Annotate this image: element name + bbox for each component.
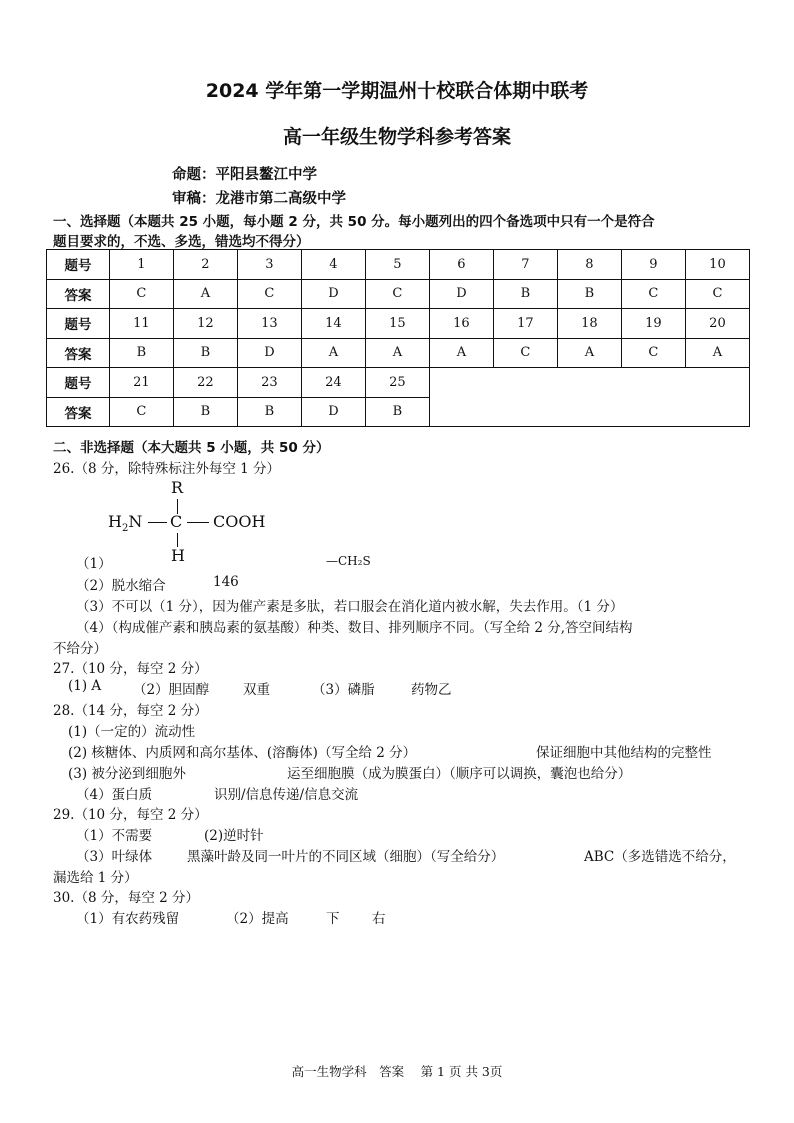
q27-part3: （3）磷脂 [312, 682, 375, 698]
answer-row [47, 338, 750, 368]
q30-part2-b: 下 [326, 911, 340, 927]
page-footer: 高一生物学科 答案 第 1 页 共 3页 [291, 1064, 503, 1079]
q27-part2: （2）胆固醇 [133, 682, 210, 698]
bond-bottom [177, 533, 178, 547]
question-number-cell: 3 [237, 250, 301, 280]
row-label-question: 题号 [47, 250, 110, 280]
answer-cell: C [109, 279, 173, 309]
answer-cell: B [365, 397, 429, 427]
answer-cell: A [557, 338, 621, 368]
question-number-cell: 25 [365, 368, 429, 398]
bond-left [148, 522, 167, 523]
q27-heading: 27.（10 分，每空 2 分） [53, 661, 208, 677]
answer-cell: C [493, 338, 557, 368]
question-number-cell: 14 [301, 309, 365, 339]
answer-cell: D [429, 279, 493, 309]
question-number-cell: 11 [109, 309, 173, 339]
question-number-row [47, 250, 750, 280]
q30-part1: （1）有农药残留 [76, 911, 180, 927]
q30-heading: 30.（8 分，每空 2 分） [53, 890, 200, 906]
formula-r: R [171, 478, 184, 497]
answer-cell: D [301, 397, 365, 427]
answer-cell: A [173, 279, 237, 309]
q28-part3: (3) 被分泌到细胞外 [68, 766, 186, 782]
q30-part2: （2）提高 [226, 911, 289, 927]
bond-right [187, 522, 209, 523]
question-number-row [47, 309, 750, 339]
answer-cell: C [621, 279, 685, 309]
reviewer-line: 审稿：龙港市第二高级中学 [172, 191, 346, 207]
answer-cell: B [109, 338, 173, 368]
answer-cell: A [365, 338, 429, 368]
question-number-cell: 10 [685, 250, 749, 280]
q27-part2-b: 双重 [243, 682, 270, 698]
question-number-cell: 22 [173, 368, 237, 398]
row-label-answer: 答案 [47, 338, 110, 368]
q27-part3-b: 药物乙 [411, 682, 452, 698]
question-number-cell: 18 [557, 309, 621, 339]
answer-cell: B [173, 338, 237, 368]
answer-cell: B [493, 279, 557, 309]
q26-part4-line2: 不给分） [53, 641, 107, 657]
question-number-cell: 15 [365, 309, 429, 339]
question-number-cell: 4 [301, 250, 365, 280]
answer-cell: B [237, 397, 301, 427]
empty-cell [429, 368, 749, 427]
q29-part3: （3）叶绿体 [76, 849, 153, 865]
question-number-cell: 5 [365, 250, 429, 280]
q28-part4: （4）蛋白质 [76, 787, 153, 803]
answer-cell: B [557, 279, 621, 309]
q29-heading: 29.（10 分，每空 2 分） [53, 807, 208, 823]
answer-cell: A [429, 338, 493, 368]
section2-heading: 二、非选择题（本大题共 5 小题，共 50 分） [53, 440, 330, 456]
author-line: 命题：平阳县鳌江中学 [172, 167, 317, 183]
row-label-question: 题号 [47, 368, 110, 398]
answer-cell: A [685, 338, 749, 368]
formula-c: C [170, 512, 183, 531]
answer-cell: C [109, 397, 173, 427]
row-label-question: 题号 [47, 309, 110, 339]
q28-part4-b: 识别/信息传递/信息交流 [214, 787, 359, 803]
q26-part1-answer: —CH₂S [326, 554, 371, 568]
q29-part3-c: ABC（多选错选不给分， [584, 849, 736, 865]
q28-part3-b: 运至细胞膜（成为膜蛋白）（顺序可以调换，囊泡也给分） [287, 766, 632, 782]
q26-part4-line1: （4）（构成催产素和胰岛素的氨基酸）种类、数目、排列顺序不同。（写全给 2 分,答空间结构 [76, 620, 633, 636]
answer-cell: C [685, 279, 749, 309]
page-subtitle: 高一年级生物学科参考答案 [282, 126, 511, 148]
question-number-cell: 12 [173, 309, 237, 339]
section1-heading-line2: 题目要求的，不选、多选，错选均不得分） [53, 234, 310, 250]
q28-part1: (1)（一定的）流动性 [68, 724, 196, 740]
q29-part1: （1）不需要 [76, 828, 153, 844]
question-number-cell: 7 [493, 250, 557, 280]
answer-cell: C [365, 279, 429, 309]
answer-cell: A [301, 338, 365, 368]
question-number-cell: 13 [237, 309, 301, 339]
question-number-cell: 19 [621, 309, 685, 339]
q28-part2: (2) 核糖体、内质网和高尔基体、(溶酶体)（写全给 2 分） [68, 745, 417, 761]
q28-heading: 28.（14 分，每空 2 分） [53, 703, 208, 719]
q26-part2-number: 146 [213, 574, 239, 590]
question-number-cell: 20 [685, 309, 749, 339]
question-number-row [47, 368, 750, 398]
page-title: 2024 学年第一学期温州十校联合体期中联考 [205, 80, 589, 102]
question-number-cell: 6 [429, 250, 493, 280]
q28-part2-b: 保证细胞中其他结构的完整性 [536, 745, 712, 761]
answer-cell: B [173, 397, 237, 427]
question-number-cell: 21 [109, 368, 173, 398]
question-number-cell: 16 [429, 309, 493, 339]
question-number-cell: 1 [109, 250, 173, 280]
formula-h: H [171, 546, 185, 565]
answer-row [47, 279, 750, 309]
question-number-cell: 17 [493, 309, 557, 339]
answer-cell: D [237, 338, 301, 368]
q27-part1: (1) A [68, 678, 102, 694]
q30-part2-c: 右 [372, 911, 386, 927]
section1-heading-line1: 一、选择题（本题共 25 小题，每小题 2 分，共 50 分。每小题列出的四个备选项中只有一个是符合 [53, 214, 655, 230]
question-number-cell: 2 [173, 250, 237, 280]
q29-part2: (2)逆时针 [204, 828, 264, 844]
question-number-cell: 24 [301, 368, 365, 398]
question-number-cell: 9 [621, 250, 685, 280]
question-number-cell: 23 [237, 368, 301, 398]
q26-part1: （1） [76, 556, 112, 572]
answer-cell: D [301, 279, 365, 309]
q26-heading: 26.（8 分，除特殊标注外每空 1 分） [53, 461, 281, 477]
answer-table [46, 249, 750, 427]
q26-part2: （2）脱水缩合 [76, 578, 166, 594]
q29-part3-d: 漏选给 1 分） [53, 870, 138, 886]
row-label-answer: 答案 [47, 397, 110, 427]
formula-cooh: COOH [213, 512, 266, 531]
question-number-cell: 8 [557, 250, 621, 280]
formula-h2n: $H_2N$ [108, 512, 143, 535]
row-label-answer: 答案 [47, 279, 110, 309]
q29-part3-b: 黑藻叶龄及同一叶片的不同区域（细胞）（写全给分） [187, 849, 505, 865]
answer-cell: C [621, 338, 685, 368]
q26-part3: （3）不可以（1 分），因为催产素是多肽，若口服会在消化道内被水解，失去作用。（1 分） [76, 599, 624, 615]
answer-cell: C [237, 279, 301, 309]
